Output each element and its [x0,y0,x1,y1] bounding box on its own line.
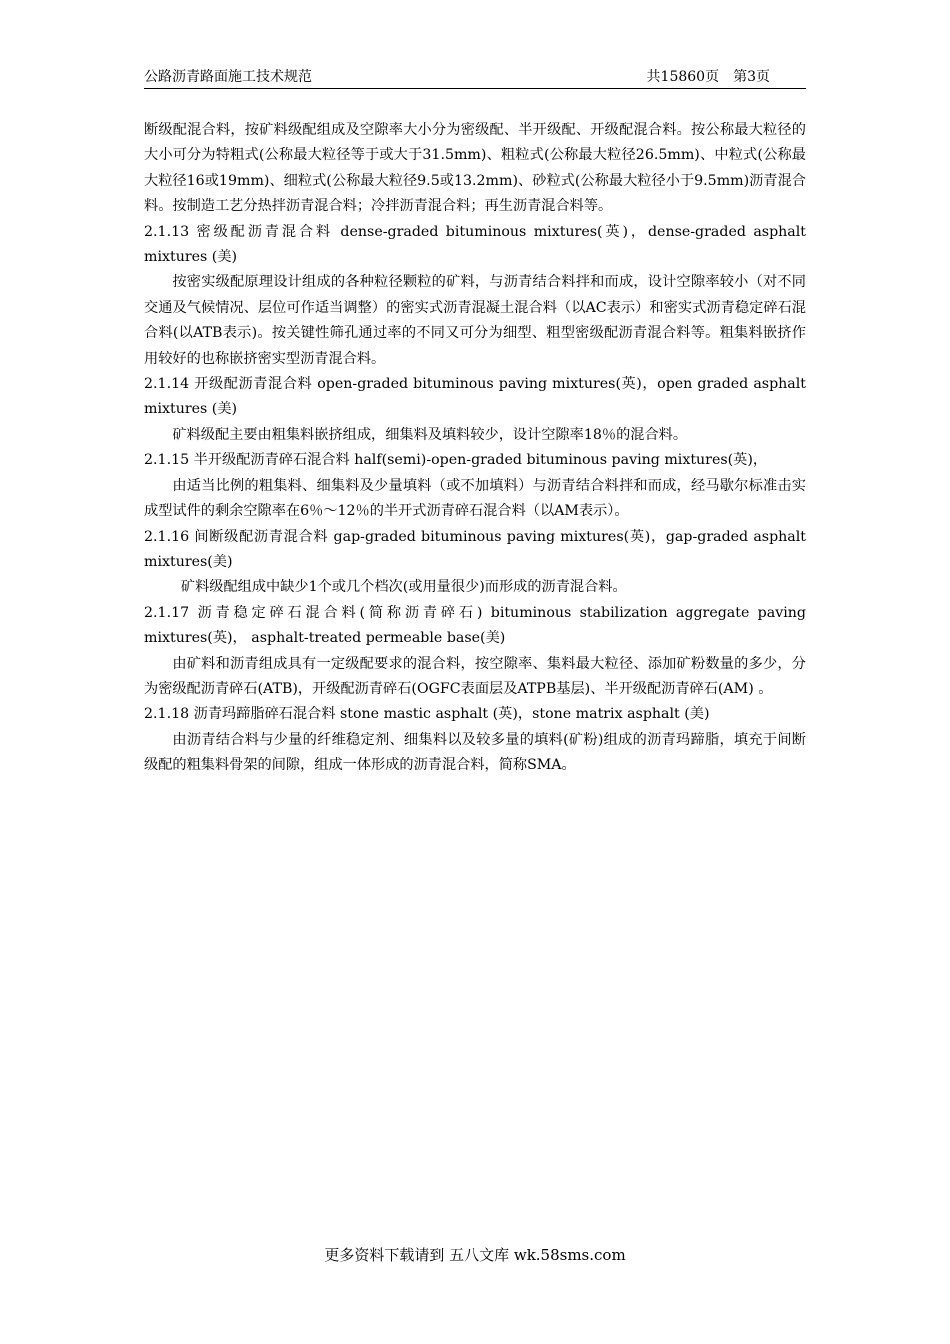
paragraph: 由适当比例的粗集料、细集料及少量填料（或不加填料）与沥青结合料拌和而成，经马歇尔标准击实成型试件的剩余空隙率在6％～12％的半开式沥青碎石混合料（以AM表示）。 [144,477,806,520]
term-heading: 2.1.17 沥青稳定碎石混合料(简称沥青碎石) bituminous stabilization aggregate paving mixtures(英)， asphalt-treated permeable base(美) [144,604,806,647]
term-heading: 2.1.14 开级配沥青混合料 open-graded bituminous paving mixtures(英)，open graded asphalt mixtures (美) [144,376,806,418]
document-body [144,118,806,779]
total-pages: 共15860页 [646,69,720,85]
term-heading: 2.1.18 沥青玛蹄脂碎石混合料 stone mastic asphalt (英)，stone matrix asphalt (美) [144,706,710,723]
current-page: 第3页 [733,69,770,85]
paragraph: 由矿料和沥青组成具有一定级配要求的混合料，按空隙率、集料最大粒径、添加矿粉数量的多少，分为密级配沥青碎石(ATB)，开级配沥青碎石(OGFC表面层及ATPB基层)、半开级配沥青碎石(AM) 。 [144,655,806,697]
paragraph: 按密实级配原理设计组成的各种粒径颗粒的矿料，与沥青结合料拌和而成，设计空隙率较小（对不同交通及气候情况、层位可作适当调整）的密实式沥青混凝土混合料（以AC表示）和密实式沥青稳定碎石混合料(以ATB表示)。按关键性筛孔通过率的不同又可分为细型、粗型密级配沥青混合料等。粗集料嵌挤作用较好的也称嵌挤密实型沥青混合料。 [144,274,806,367]
paragraph: 矿料级配主要由粗集料嵌挤组成，细集料及填料较少，设计空隙率18％的混合料。 [172,426,688,443]
page-header [144,66,806,89]
paragraph: 断级配混合料，按矿料级配组成及空隙率大小分为密级配、半开级配、开级配混合料。按公称最大粒径的大小可分为特粗式(公称最大粒径等于或大于31.5mm)、粗粒式(公称最大粒径26.5mm)、中粒式(公称最大粒径16或19mm)、细粒式(公称最大粒径9.5或13.2mm)、砂粒式(公称最大粒径小于9.5mm)沥青混合料。按制造工艺分热拌沥青混合料；冷拌沥青混合料；再生沥青混合料等。 [144,122,806,215]
term-heading: 2.1.16 间断级配沥青混合料 gap-graded bituminous paving mixtures(英)，gap-graded asphalt mixtures(美) [144,528,806,570]
term-heading: 2.1.15 半开级配沥青碎石混合料 half(semi)-open-graded bituminous paving mixtures(英)， [144,452,768,469]
term-heading: 2.1.13 密级配沥青混合料 dense-graded bituminous mixtures(英)，dense-graded asphalt mixtures (美) [144,223,806,266]
page-counter [647,66,770,88]
document-title: 公路沥青路面施工技术规范 [144,69,312,85]
paragraph: 矿料级配组成中缺少1个或几个档次(或用量很少)而形成的沥青混合料。 [180,579,627,596]
paragraph: 由沥青结合料与少量的纤维稳定剂、细集料以及较多量的填料(矿粉)组成的沥青玛蹄脂，填充于间断级配的粗集料骨架的间隙，组成一体形成的沥青混合料，简称SMA。 [144,731,806,774]
page-footer: 更多资料下载请到 五八文库 wk.58sms.com [324,1246,626,1264]
